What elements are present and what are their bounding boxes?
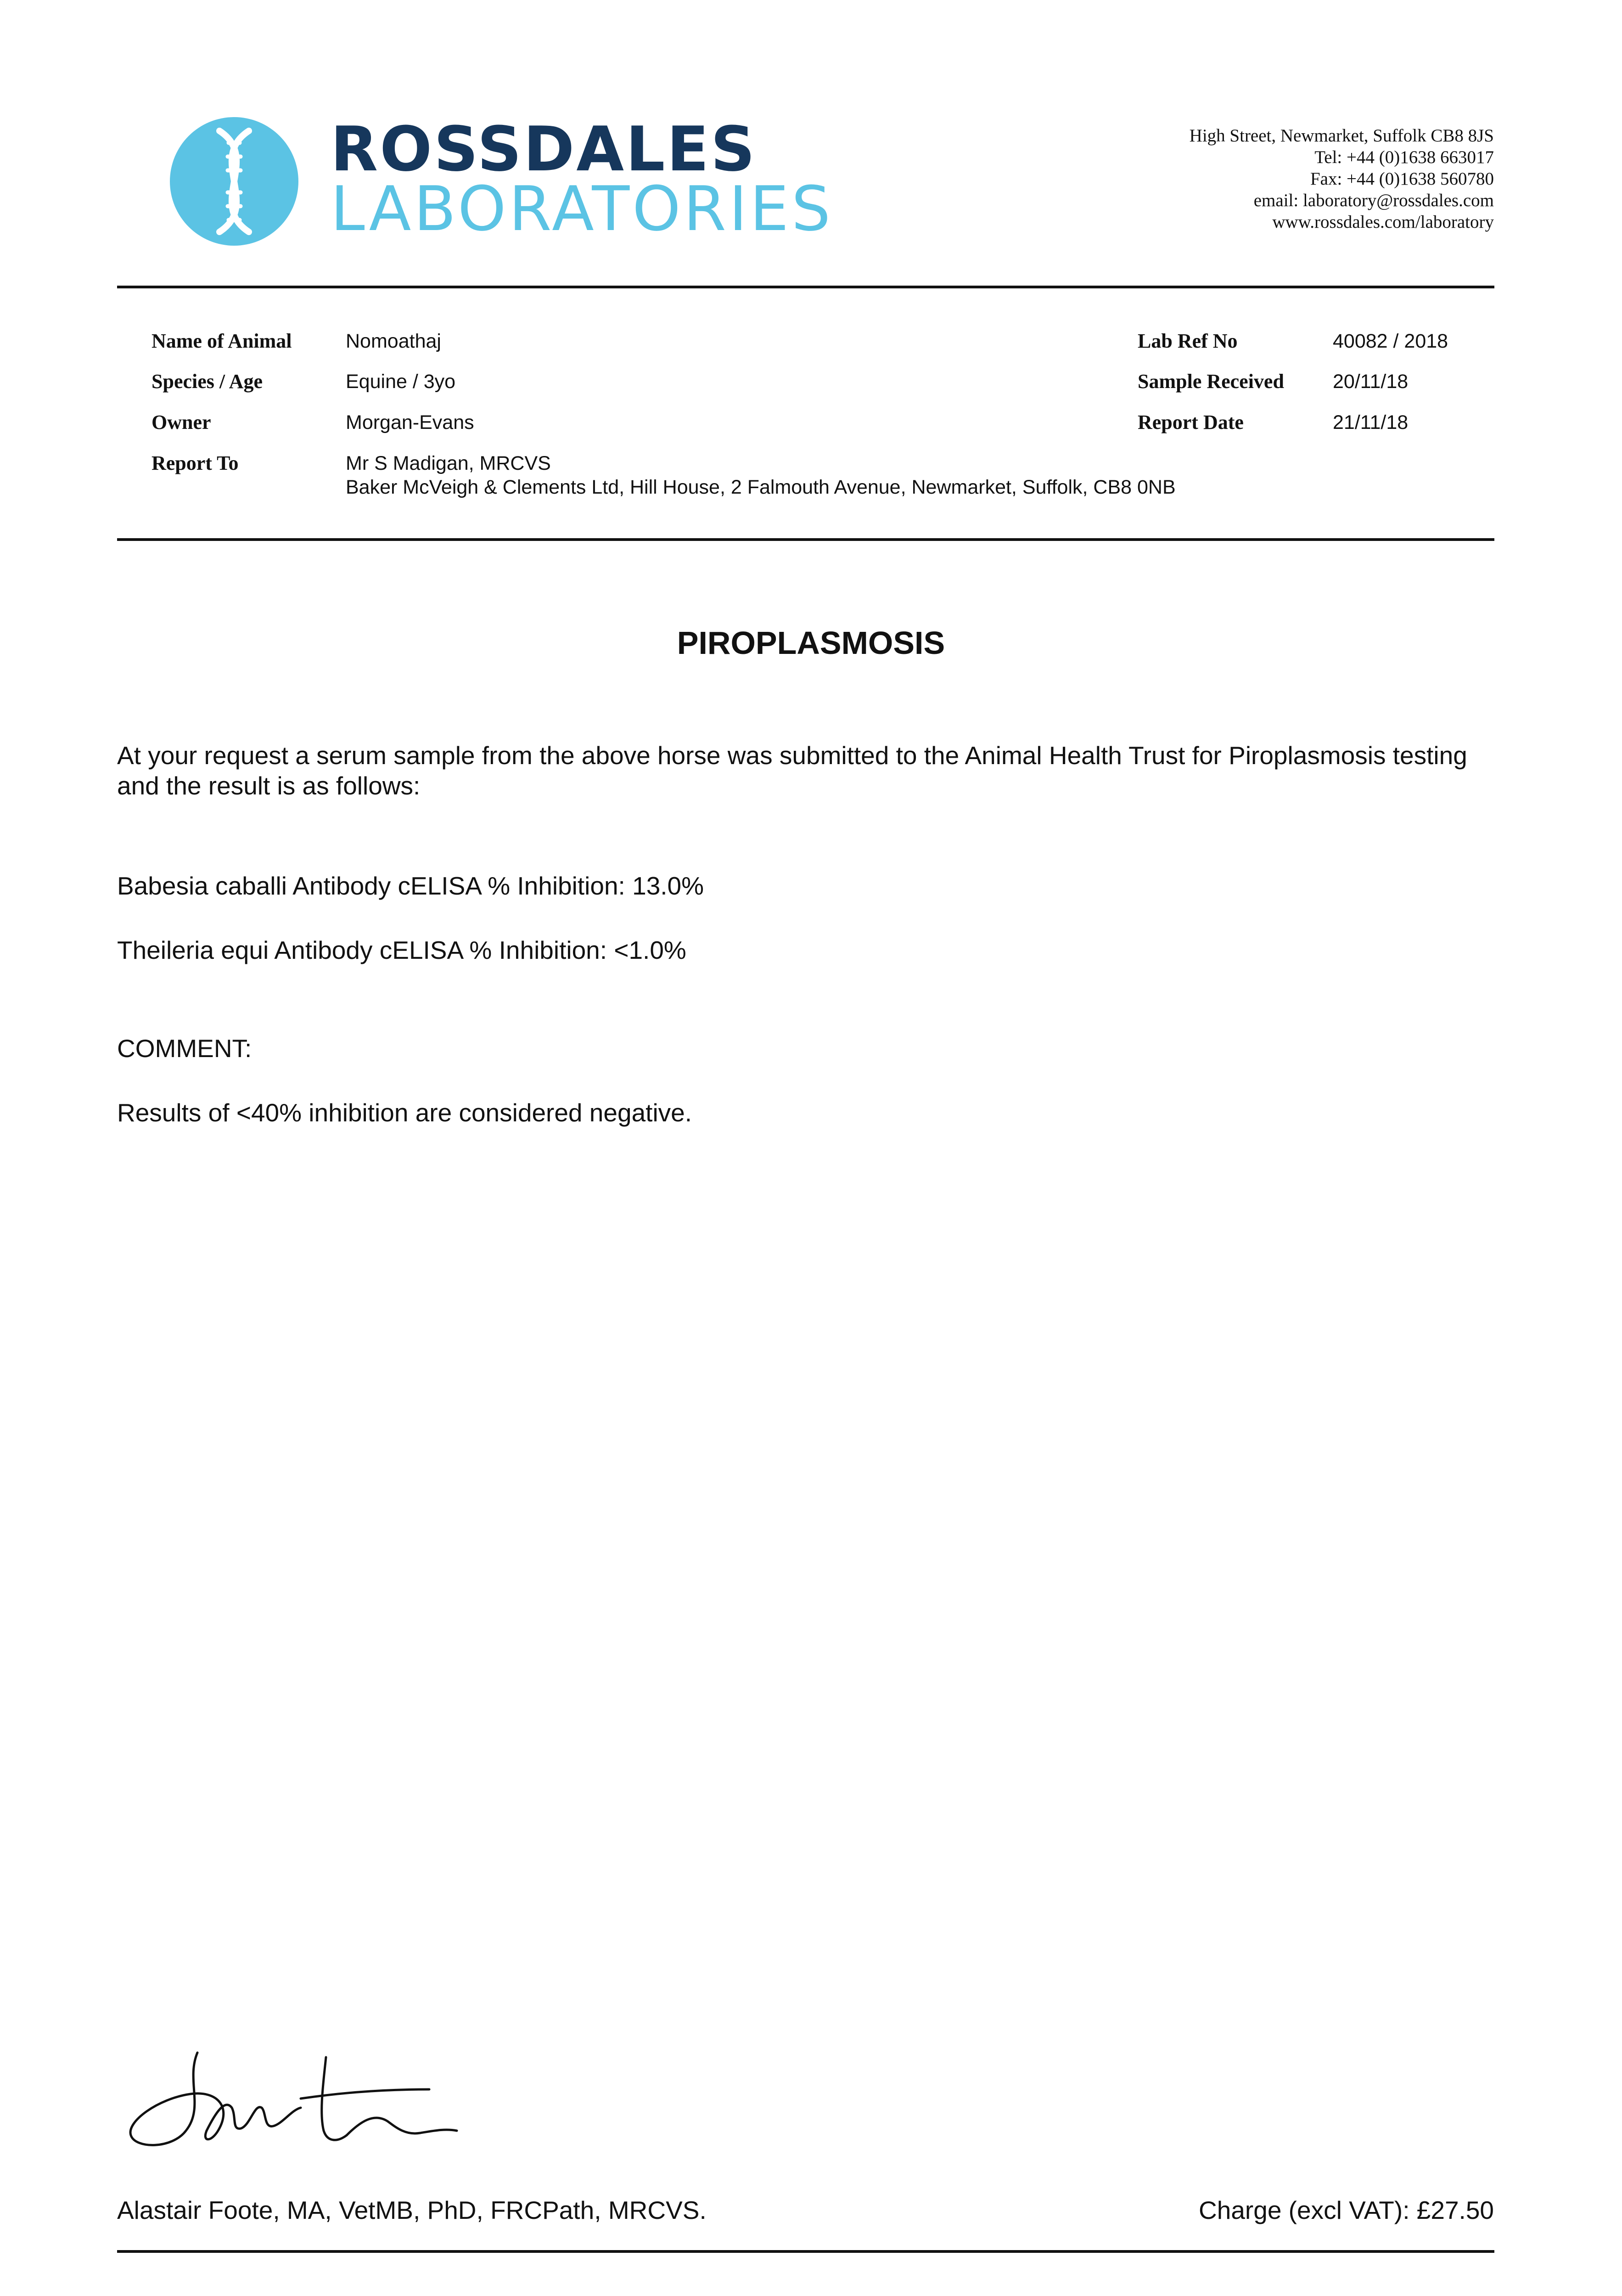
footer-divider [117, 2250, 1494, 2253]
brand-subtitle: LABORATORIES [331, 173, 834, 245]
species-age-value: Equine / 3yo [346, 371, 456, 393]
report-date-value: 21/11/18 [1333, 411, 1409, 433]
contact-block [1190, 125, 1494, 233]
result-babesia: Babesia caballi Antibody cELISA % Inhibition: 13.0% [117, 872, 704, 900]
dna-helix-icon [170, 117, 298, 246]
report-to-name: Mr S Madigan, MRCVS [346, 452, 551, 474]
owner-value: Morgan-Evans [346, 411, 474, 433]
brand-name: ROSSDALES [331, 113, 757, 185]
sample-received-value: 20/11/18 [1333, 371, 1409, 393]
contact-fax: Fax: +44 (0)1638 560780 [1310, 169, 1494, 189]
report-to-label: Report To [152, 452, 239, 474]
comment-heading: COMMENT: [117, 1034, 252, 1063]
header-divider [117, 286, 1494, 288]
signatory-name: Alastair Foote, MA, VetMB, PhD, FRCPath, MRCVS. [117, 2196, 707, 2224]
info-divider [117, 538, 1494, 541]
lab-ref-label: Lab Ref No [1138, 330, 1238, 352]
charge-amount: Charge (excl VAT): £27.50 [1199, 2196, 1494, 2224]
signature-image [117, 2043, 475, 2163]
report-to-address: Baker McVeigh & Clements Ltd, Hill House, 2 Falmouth Avenue, Newmarket, Suffolk, CB8 0NB [346, 476, 1176, 498]
report-intro: At your request a serum sample from the above horse was submitted to the Animal Health Trust for Piroplasmosis testing and the result is as follows: [117, 741, 1467, 800]
contact-email: email: laboratory@rossdales.com [1253, 191, 1494, 210]
result-theileria: Theileria equi Antibody cELISA % Inhibition: <1.0% [117, 936, 686, 964]
report-title: PIROPLASMOSIS [677, 625, 945, 661]
sample-received-label: Sample Received [1138, 370, 1284, 393]
contact-website: www.rossdales.com/laboratory [1272, 212, 1494, 232]
name-of-animal-value: Nomoathaj [346, 330, 441, 352]
lab-ref-value: 40082 / 2018 [1333, 330, 1448, 352]
contact-address: High Street, Newmarket, Suffolk CB8 8JS [1189, 126, 1494, 146]
report-date-label: Report Date [1138, 411, 1244, 433]
comment-text: Results of <40% inhibition are considered negative. [117, 1098, 692, 1127]
owner-label: Owner [152, 411, 211, 433]
name-of-animal-label: Name of Animal [152, 330, 292, 352]
contact-tel: Tel: +44 (0)1638 663017 [1314, 147, 1494, 167]
species-age-label: Species / Age [152, 370, 263, 393]
